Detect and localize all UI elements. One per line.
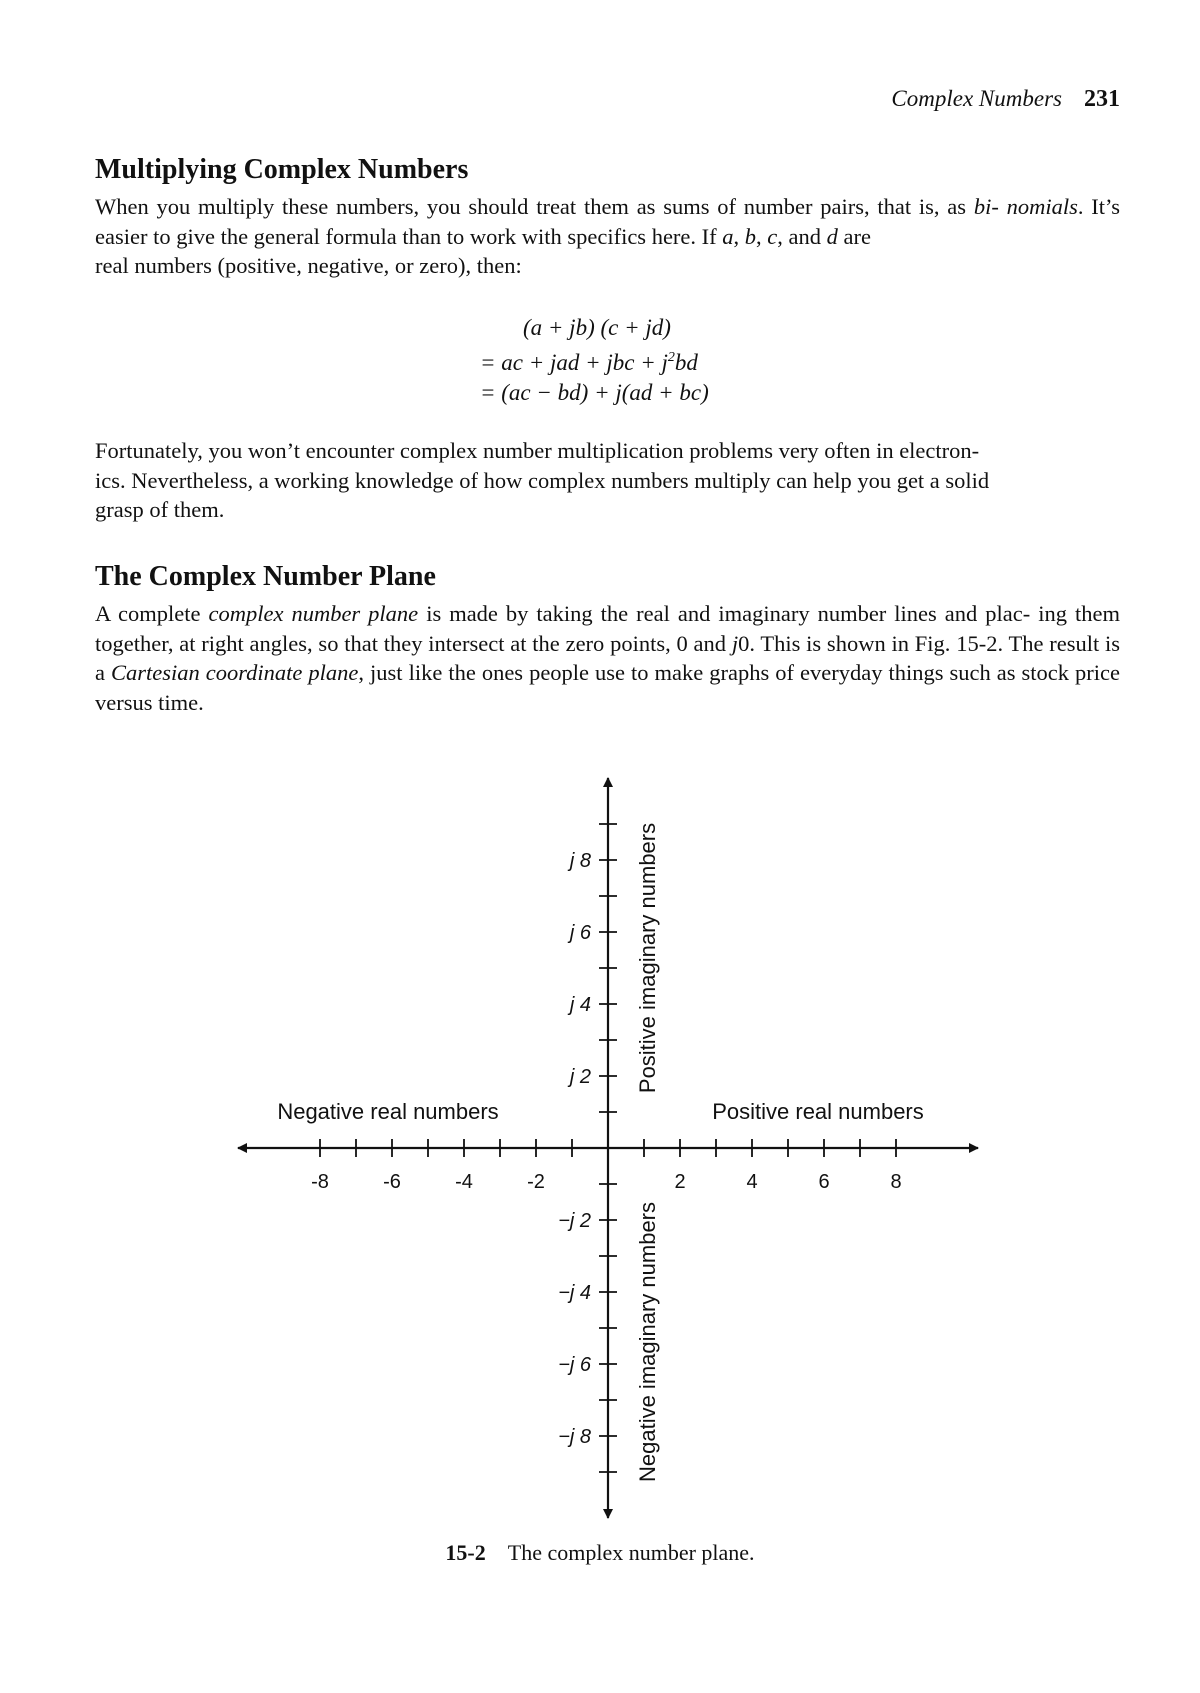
negative-real-label: Negative real numbers (277, 1099, 499, 1124)
equation-line-3: = (ac − bd) + j(ad + bc) (480, 380, 709, 405)
figure-caption-text: The complex number plane. (507, 1540, 755, 1565)
x-tick-label: -6 (383, 1171, 401, 1193)
x-tick-label: 2 (674, 1171, 686, 1193)
y-tick-label: −j 8 (558, 1426, 591, 1448)
x-tick-label: 4 (746, 1171, 758, 1193)
paragraph-multiplying-intro: When you multiply these numbers, you should treat them as sums of number pairs, that is, as bi- nomials. It’s easier to give the general formula than to work with specifics here. If a, b, c, and d are real numbers (positive, negative, or zero), then: (95, 194, 1121, 278)
page-number: 231 (1084, 86, 1120, 112)
y-tick-label: −j 4 (558, 1282, 591, 1304)
y-tick-label: j 2 (569, 1066, 591, 1088)
paragraph-complex-plane: A complete complex number plane is made by taking the real and imaginary number lines and plac- ing them together, at right angles, so that they intersect at the zero points, 0 and j0. This is shown in Fig. 15-2. The result is a Cartesian coordinate plane, just like the ones people use to make graphs of everyday things such as stock price versus time. (95, 601, 1121, 715)
figure-caption (0, 1540, 1200, 1566)
x-tick-label: -4 (455, 1171, 473, 1193)
section-heading-complex-plane: The Complex Number Plane (95, 561, 436, 592)
x-tick-label: 8 (890, 1171, 902, 1193)
negative-imaginary-label: Negative imaginary numbers (635, 1201, 660, 1483)
y-tick-label: j 4 (569, 994, 591, 1016)
equation-line-1: (a + jb) (c + jd) (523, 315, 671, 340)
x-tick-label: -8 (311, 1171, 329, 1193)
y-tick-label: −j 6 (558, 1354, 591, 1376)
y-tick-label: j 8 (569, 850, 591, 872)
complex-plane-figure (0, 760, 1200, 1530)
y-tick-label: −j 2 (558, 1210, 591, 1232)
equation-line-2: = ac + jad + jbc + $j^2bd$ (480, 350, 698, 375)
paragraph-multiplying-note: Fortunately, you won’t encounter complex number multiplication problems very often in electron- ics. Nevertheless, a working knowledge of how complex numbers multiply can help you get a solid grasp of them. (95, 438, 990, 522)
x-tick-label: 6 (818, 1171, 830, 1193)
running-head (95, 86, 1120, 113)
equation-block (480, 313, 709, 408)
running-head-title: Complex Numbers (891, 86, 1062, 111)
positive-real-label: Positive real numbers (712, 1099, 924, 1124)
positive-imaginary-label: Positive imaginary numbers (635, 822, 660, 1094)
figure-number: 15-2 (445, 1540, 486, 1565)
x-tick-label: -2 (527, 1171, 545, 1193)
y-tick-label: j 6 (569, 922, 591, 944)
section-heading-multiplying: Multiplying Complex Numbers (95, 154, 469, 185)
